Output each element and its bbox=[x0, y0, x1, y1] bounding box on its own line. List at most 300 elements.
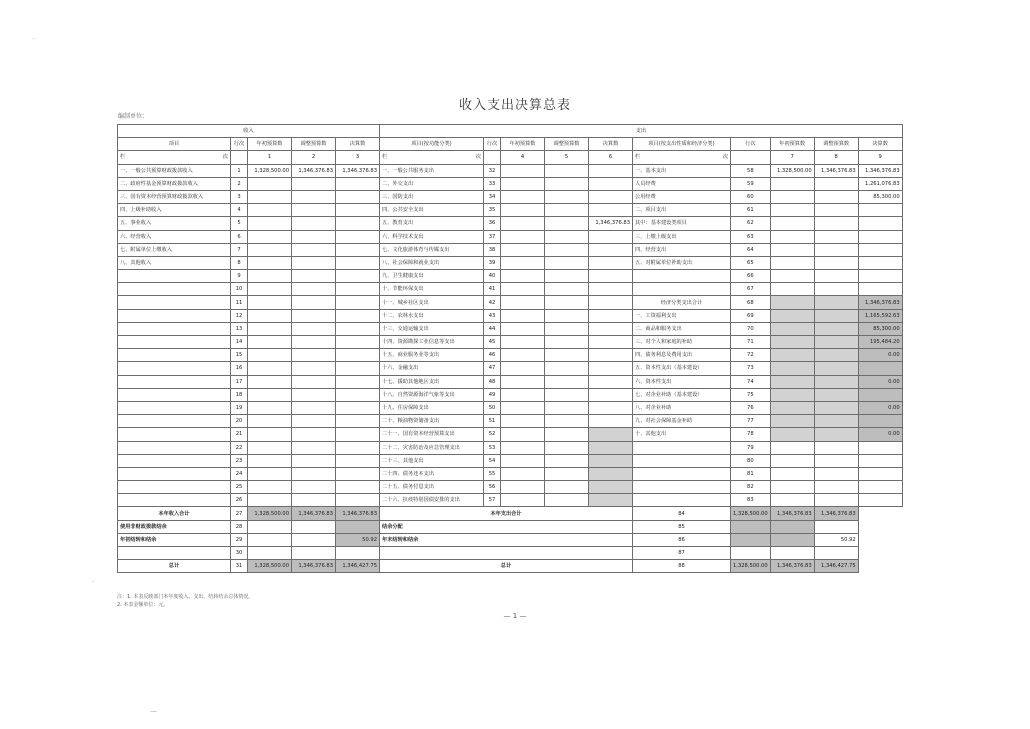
row-number: 21 bbox=[231, 428, 248, 441]
func-final-value bbox=[589, 283, 633, 296]
econ-item-name bbox=[633, 441, 731, 454]
econ-budget-value bbox=[770, 177, 814, 190]
carry-in-label: 年初结转和结余 bbox=[118, 533, 231, 546]
income-budget-value bbox=[248, 467, 292, 480]
income-item-name bbox=[118, 283, 231, 296]
exp-total-budget: 1,328,500.00 bbox=[731, 507, 771, 520]
func-final-value bbox=[589, 336, 633, 349]
income-final-value bbox=[336, 362, 380, 375]
col-index: 9 bbox=[858, 151, 902, 164]
row-number: 43 bbox=[484, 309, 501, 322]
adjusted-header: 调整预算数 bbox=[814, 138, 858, 151]
econ-item-name: 四、债务利息及费用支出 bbox=[633, 349, 731, 362]
econ-budget-value bbox=[770, 467, 814, 480]
summary-row bbox=[118, 560, 903, 573]
row-number: 30 bbox=[231, 547, 248, 560]
func-adjusted-value bbox=[545, 388, 589, 401]
func-final-value bbox=[589, 375, 633, 388]
econ-final-value bbox=[858, 415, 902, 428]
econ-budget-value bbox=[770, 494, 814, 507]
income-total-label: 本年收入合计 bbox=[118, 507, 231, 520]
income-final-value bbox=[336, 243, 380, 256]
use-balance-label: 使用非财政拨款结余 bbox=[118, 520, 231, 533]
func-adjusted-value bbox=[545, 322, 589, 335]
func-item-name: 十三、交通运输支出 bbox=[380, 322, 484, 335]
income-item-name bbox=[118, 375, 231, 388]
income-adjusted-value bbox=[292, 336, 336, 349]
income-budget-value bbox=[248, 256, 292, 269]
econ-budget-value bbox=[770, 401, 814, 414]
cell bbox=[292, 533, 336, 546]
func-final-value bbox=[589, 296, 633, 309]
row-number: 29 bbox=[231, 533, 248, 546]
econ-item-name bbox=[633, 494, 731, 507]
row-number: 47 bbox=[484, 362, 501, 375]
row-number: 13 bbox=[231, 322, 248, 335]
cell bbox=[380, 547, 633, 560]
income-budget-value bbox=[248, 362, 292, 375]
budget-header: 年初预算数 bbox=[770, 138, 814, 151]
income-section-header: 收入 bbox=[118, 125, 380, 138]
row-number: 9 bbox=[231, 270, 248, 283]
income-adjusted-value bbox=[292, 441, 336, 454]
row-number: 84 bbox=[633, 507, 731, 520]
row-number: 75 bbox=[731, 388, 771, 401]
table-row bbox=[118, 467, 903, 480]
econ-final-value: 0.00 bbox=[858, 375, 902, 388]
econ-adjusted-value bbox=[814, 349, 858, 362]
econ-item-name bbox=[633, 283, 731, 296]
income-adjusted-value bbox=[292, 204, 336, 217]
func-final-value bbox=[589, 309, 633, 322]
econ-item-name bbox=[633, 270, 731, 283]
row-number: 54 bbox=[484, 454, 501, 467]
econ-final-value bbox=[858, 256, 902, 269]
func-item-name: 二十二、灾害防治及应急管理支出 bbox=[380, 441, 484, 454]
cell bbox=[248, 547, 292, 560]
econ-item-name: 四、经营支出 bbox=[633, 243, 731, 256]
income-budget-value bbox=[248, 204, 292, 217]
econ-adjusted-value bbox=[814, 441, 858, 454]
func-adjusted-value bbox=[545, 454, 589, 467]
scan-mark: · bbox=[92, 578, 95, 586]
budget-table bbox=[117, 124, 903, 573]
func-budget-value bbox=[501, 362, 545, 375]
final-header: 决算数 bbox=[336, 138, 380, 151]
row-number: 42 bbox=[484, 296, 501, 309]
income-budget-value bbox=[248, 481, 292, 494]
econ-final-value bbox=[858, 362, 902, 375]
exp-grand-final: 1,346,427.75 bbox=[814, 560, 858, 573]
row-number: 16 bbox=[231, 362, 248, 375]
func-item-name: 十七、援助其他地区支出 bbox=[380, 375, 484, 388]
econ-final-value: 1,346,376.83 bbox=[858, 296, 902, 309]
adjusted-header: 调整预算数 bbox=[292, 138, 336, 151]
row-number: 8 bbox=[231, 256, 248, 269]
econ-item-name: 三、上缴上级支出 bbox=[633, 230, 731, 243]
row-number: 63 bbox=[731, 230, 771, 243]
func-adjusted-value bbox=[545, 494, 589, 507]
func-final-value: 1,346,376.83 bbox=[589, 217, 633, 230]
table-row bbox=[118, 164, 903, 177]
econ-budget-value bbox=[770, 190, 814, 203]
income-adjusted-value bbox=[292, 322, 336, 335]
func-budget-value bbox=[501, 349, 545, 362]
table-row bbox=[118, 388, 903, 401]
income-item-header: 项目 bbox=[118, 138, 231, 151]
row-number: 6 bbox=[231, 230, 248, 243]
row-number: 14 bbox=[231, 336, 248, 349]
func-budget-value bbox=[501, 256, 545, 269]
income-adjusted-value bbox=[292, 270, 336, 283]
func-final-value bbox=[589, 190, 633, 203]
func-adjusted-value bbox=[545, 243, 589, 256]
row-number: 49 bbox=[484, 388, 501, 401]
table-row bbox=[118, 230, 903, 243]
func-adjusted-value bbox=[545, 283, 589, 296]
row-number: 48 bbox=[484, 375, 501, 388]
econ-final-value bbox=[858, 283, 902, 296]
income-final-value bbox=[336, 256, 380, 269]
econ-item-name: 人员经费 bbox=[633, 177, 731, 190]
table-row bbox=[118, 415, 903, 428]
func-item-name: 三、国防支出 bbox=[380, 190, 484, 203]
func-adjusted-value bbox=[545, 415, 589, 428]
econ-item-name: 七、对企业补助（基本建设） bbox=[633, 388, 731, 401]
income-final-value bbox=[336, 190, 380, 203]
col-index: 6 bbox=[589, 151, 633, 164]
func-budget-value bbox=[501, 336, 545, 349]
cell bbox=[336, 547, 380, 560]
econ-item-name: 一、工资福利支出 bbox=[633, 309, 731, 322]
func-item-name: 十八、自然资源海洋气象等支出 bbox=[380, 388, 484, 401]
func-budget-value bbox=[501, 388, 545, 401]
func-adjusted-value bbox=[545, 296, 589, 309]
cell bbox=[248, 520, 292, 533]
row-number: 82 bbox=[731, 481, 771, 494]
surplus-alloc-label: 结余分配 bbox=[380, 520, 633, 533]
income-final-value bbox=[336, 428, 380, 441]
summary-row bbox=[118, 533, 903, 546]
row-number: 1 bbox=[231, 164, 248, 177]
econ-adjusted-value bbox=[814, 177, 858, 190]
row-number: 66 bbox=[731, 270, 771, 283]
income-final-value bbox=[336, 204, 380, 217]
func-budget-value bbox=[501, 467, 545, 480]
econ-adjusted-value bbox=[814, 256, 858, 269]
income-item-name bbox=[118, 415, 231, 428]
income-item-name: 七、附属单位上缴收入 bbox=[118, 243, 231, 256]
row-number: 60 bbox=[731, 190, 771, 203]
func-item-name: 五、教育支出 bbox=[380, 217, 484, 230]
income-item-name: 五、事业收入 bbox=[118, 217, 231, 230]
econ-adjusted-value bbox=[814, 270, 858, 283]
column-label: 栏 次 bbox=[633, 151, 731, 164]
econ-budget-value bbox=[770, 349, 814, 362]
income-item-name bbox=[118, 494, 231, 507]
income-adjusted-value bbox=[292, 362, 336, 375]
func-final-value bbox=[589, 454, 633, 467]
func-budget-value bbox=[501, 230, 545, 243]
row-number: 70 bbox=[731, 322, 771, 335]
cell bbox=[336, 520, 380, 533]
row-number: 23 bbox=[231, 454, 248, 467]
final-header: 决算数 bbox=[589, 138, 633, 151]
income-adjusted-value bbox=[292, 401, 336, 414]
func-budget-value bbox=[501, 494, 545, 507]
income-item-name: 三、国有资本经营预算财政拨款收入 bbox=[118, 190, 231, 203]
func-adjusted-value bbox=[545, 270, 589, 283]
table-row bbox=[118, 296, 903, 309]
func-final-value bbox=[589, 256, 633, 269]
income-final-value bbox=[336, 336, 380, 349]
income-adjusted-value bbox=[292, 467, 336, 480]
func-budget-value bbox=[501, 190, 545, 203]
table-row bbox=[118, 243, 903, 256]
func-budget-value bbox=[501, 322, 545, 335]
row-number: 5 bbox=[231, 217, 248, 230]
func-item-name: 十四、资源勘探工业信息等支出 bbox=[380, 336, 484, 349]
cell bbox=[731, 533, 771, 546]
income-item-name: 二、政府性基金预算财政拨款收入 bbox=[118, 177, 231, 190]
table-row bbox=[118, 349, 903, 362]
econ-item-name: 六、资本性支出 bbox=[633, 375, 731, 388]
func-adjusted-value bbox=[545, 481, 589, 494]
row-no-header: 行次 bbox=[484, 138, 501, 151]
table-row bbox=[118, 494, 903, 507]
income-item-name bbox=[118, 322, 231, 335]
col-index: 7 bbox=[770, 151, 814, 164]
econ-budget-value bbox=[770, 243, 814, 256]
func-item-name: 十九、住房保障支出 bbox=[380, 401, 484, 414]
col-index: 2 bbox=[292, 151, 336, 164]
income-budget-value bbox=[248, 217, 292, 230]
func-final-value bbox=[589, 428, 633, 441]
func-final-value bbox=[589, 204, 633, 217]
income-budget-value bbox=[248, 296, 292, 309]
income-final-value bbox=[336, 217, 380, 230]
row-number: 83 bbox=[731, 494, 771, 507]
row-number: 65 bbox=[731, 256, 771, 269]
econ-final-value bbox=[858, 204, 902, 217]
cell bbox=[292, 547, 336, 560]
econ-budget-value: 1,328,500.00 bbox=[770, 164, 814, 177]
income-budget-value bbox=[248, 375, 292, 388]
income-budget-value bbox=[248, 336, 292, 349]
table-row bbox=[118, 362, 903, 375]
row-number: 88 bbox=[633, 560, 731, 573]
func-adjusted-value bbox=[545, 441, 589, 454]
econ-item-name bbox=[633, 481, 731, 494]
table-row bbox=[118, 336, 903, 349]
econ-budget-value bbox=[770, 362, 814, 375]
econ-adjusted-value bbox=[814, 230, 858, 243]
income-item-name: 四、上级补助收入 bbox=[118, 204, 231, 217]
table-row bbox=[118, 322, 903, 335]
econ-final-value: 1,261,076.83 bbox=[858, 177, 902, 190]
func-budget-value bbox=[501, 270, 545, 283]
econ-adjusted-value bbox=[814, 204, 858, 217]
econ-item-name: 八、对企业补助 bbox=[633, 401, 731, 414]
table-row bbox=[118, 481, 903, 494]
income-final-value bbox=[336, 401, 380, 414]
income-budget-value bbox=[248, 349, 292, 362]
row-number: 57 bbox=[484, 494, 501, 507]
func-final-value bbox=[589, 164, 633, 177]
cell bbox=[770, 520, 814, 533]
econ-adjusted-value bbox=[814, 467, 858, 480]
func-budget-value bbox=[501, 428, 545, 441]
row-number: 36 bbox=[484, 217, 501, 230]
econ-final-value bbox=[858, 441, 902, 454]
econ-item-name: 二、商品和服务支出 bbox=[633, 322, 731, 335]
income-item-name: 一、一般公共预算财政拨款收入 bbox=[118, 164, 231, 177]
func-item-name: 一、一般公共服务支出 bbox=[380, 164, 484, 177]
econ-adjusted-value bbox=[814, 494, 858, 507]
row-number: 44 bbox=[484, 322, 501, 335]
econ-adjusted-value bbox=[814, 336, 858, 349]
econ-final-value bbox=[858, 494, 902, 507]
row-no-header: 行次 bbox=[731, 138, 771, 151]
econ-budget-value bbox=[770, 230, 814, 243]
cell bbox=[118, 547, 231, 560]
summary-row bbox=[118, 520, 903, 533]
func-adjusted-value bbox=[545, 428, 589, 441]
col-index: 5 bbox=[545, 151, 589, 164]
row-number: 51 bbox=[484, 415, 501, 428]
econ-adjusted-value bbox=[814, 296, 858, 309]
func-budget-value bbox=[501, 177, 545, 190]
income-budget-value bbox=[248, 177, 292, 190]
income-budget-value bbox=[248, 454, 292, 467]
func-budget-value bbox=[501, 375, 545, 388]
func-item-name: 十二、农林水支出 bbox=[380, 309, 484, 322]
income-final-value bbox=[336, 230, 380, 243]
row-number: 74 bbox=[731, 375, 771, 388]
row-number: 78 bbox=[731, 428, 771, 441]
row-number: 79 bbox=[731, 441, 771, 454]
income-budget-value bbox=[248, 309, 292, 322]
econ-budget-value bbox=[770, 204, 814, 217]
income-final-value bbox=[336, 296, 380, 309]
income-final-value bbox=[336, 481, 380, 494]
income-final-value bbox=[336, 309, 380, 322]
col-index: 3 bbox=[336, 151, 380, 164]
page-number: — 1 — bbox=[503, 612, 527, 620]
income-item-name bbox=[118, 270, 231, 283]
income-final-value bbox=[336, 467, 380, 480]
table-row bbox=[118, 428, 903, 441]
econ-adjusted-value bbox=[814, 415, 858, 428]
econ-item-name: 三、对个人和家庭的补助 bbox=[633, 336, 731, 349]
econ-item-name: 十、其他支出 bbox=[633, 428, 731, 441]
func-adjusted-value bbox=[545, 467, 589, 480]
econ-budget-value bbox=[770, 336, 814, 349]
func-budget-value bbox=[501, 243, 545, 256]
table-row bbox=[118, 401, 903, 414]
income-adjusted-value bbox=[292, 230, 336, 243]
econ-final-value: 0.00 bbox=[858, 349, 902, 362]
row-number: 28 bbox=[231, 520, 248, 533]
econ-budget-value bbox=[770, 283, 814, 296]
income-budget-value bbox=[248, 441, 292, 454]
row-number: 3 bbox=[231, 190, 248, 203]
econ-final-value: 85,300.00 bbox=[858, 322, 902, 335]
econ-budget-value bbox=[770, 296, 814, 309]
row-number: 81 bbox=[731, 467, 771, 480]
func-budget-value bbox=[501, 401, 545, 414]
col-index: 8 bbox=[814, 151, 858, 164]
econ-adjusted-value bbox=[814, 283, 858, 296]
func-item-name: 四、公共安全支出 bbox=[380, 204, 484, 217]
budget-header: 年初预算数 bbox=[501, 138, 545, 151]
func-adjusted-value bbox=[545, 349, 589, 362]
func-item-name: 二十三、其他支出 bbox=[380, 454, 484, 467]
func-final-value bbox=[589, 322, 633, 335]
econ-item-name bbox=[633, 467, 731, 480]
func-budget-value bbox=[501, 296, 545, 309]
row-number: 80 bbox=[731, 454, 771, 467]
econ-adjusted-value bbox=[814, 454, 858, 467]
row-number: 10 bbox=[231, 283, 248, 296]
income-final-value bbox=[336, 454, 380, 467]
econ-budget-value bbox=[770, 217, 814, 230]
row-number: 40 bbox=[484, 270, 501, 283]
income-total-budget: 1,328,500.00 bbox=[248, 507, 292, 520]
table-row bbox=[118, 375, 903, 388]
func-budget-value bbox=[501, 283, 545, 296]
income-total-adjusted: 1,346,376.83 bbox=[292, 507, 336, 520]
func-final-value bbox=[589, 230, 633, 243]
income-final-value bbox=[336, 322, 380, 335]
exp-grand-budget: 1,328,500.00 bbox=[731, 560, 771, 573]
income-final-value bbox=[336, 494, 380, 507]
adjusted-header: 调整预算数 bbox=[545, 138, 589, 151]
func-adjusted-value bbox=[545, 401, 589, 414]
row-number: 50 bbox=[484, 401, 501, 414]
econ-final-value: 195,484.20 bbox=[858, 336, 902, 349]
summary-row bbox=[118, 507, 903, 520]
func-budget-value bbox=[501, 204, 545, 217]
grand-total-label: 总计 bbox=[118, 560, 231, 573]
cell bbox=[292, 520, 336, 533]
econ-budget-value bbox=[770, 375, 814, 388]
func-item-name: 二十一、国有资本经营预算支出 bbox=[380, 428, 484, 441]
row-number: 85 bbox=[633, 520, 731, 533]
econ-budget-value bbox=[770, 309, 814, 322]
income-budget-value bbox=[248, 190, 292, 203]
row-number: 72 bbox=[731, 349, 771, 362]
income-adjusted-value bbox=[292, 177, 336, 190]
econ-item-name: 经济分类支出合计 bbox=[633, 296, 731, 309]
row-number: 68 bbox=[731, 296, 771, 309]
func-final-value bbox=[589, 401, 633, 414]
income-budget-value bbox=[248, 494, 292, 507]
table-row bbox=[118, 217, 903, 230]
row-number: 77 bbox=[731, 415, 771, 428]
func-item-name: 七、文化旅游体育与传媒支出 bbox=[380, 243, 484, 256]
econ-final-value: 1,346,376.83 bbox=[858, 164, 902, 177]
econ-item-header: 项目(按支出性质和经济分类) bbox=[633, 138, 731, 151]
income-item-name bbox=[118, 309, 231, 322]
func-item-name: 二十六、抗疫特别国债安排的支出 bbox=[380, 494, 484, 507]
row-number: 11 bbox=[231, 296, 248, 309]
table-row bbox=[118, 256, 903, 269]
income-item-name bbox=[118, 296, 231, 309]
footnote: 注：1. 本表反映部门本年度收入、支出、结转结余总体情况。 bbox=[117, 594, 254, 600]
income-adjusted-value bbox=[292, 349, 336, 362]
econ-final-value: 1,165,592.63 bbox=[858, 309, 902, 322]
